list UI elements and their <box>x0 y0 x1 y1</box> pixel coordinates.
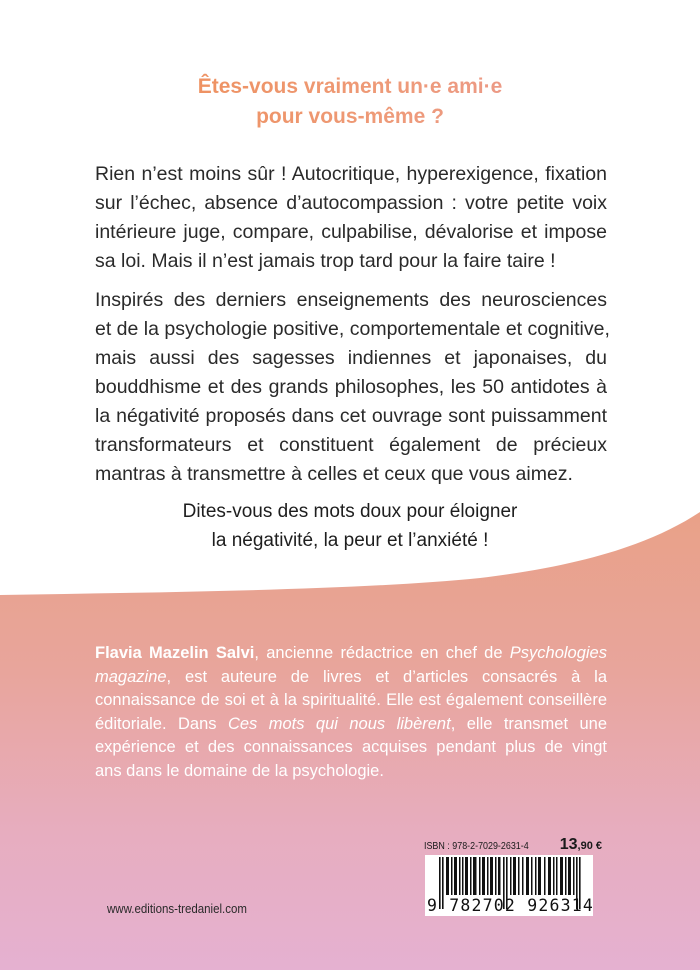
bio-line <box>95 666 607 690</box>
isbn-label: ISBN : 978-2-7029-2631-4 <box>424 840 529 852</box>
author-name: Flavia Mazelin Salvi <box>95 644 255 662</box>
magazine-title-cont: magazine <box>95 667 167 686</box>
website-link[interactable]: www.editions-tredaniel.com <box>107 902 247 916</box>
book-title: Ces mots qui nous libèrent <box>227 714 451 733</box>
intro-line: sa loi. Mais il n’est jamais trop tard pour la faire taire ! <box>95 250 556 272</box>
bio-text: , elle transmet une <box>450 714 607 733</box>
bio-line <box>95 713 607 737</box>
tagline-line-1: Dites-vous des mots doux pour éloigner <box>182 501 518 522</box>
barcode <box>425 855 593 916</box>
bio-line: ans dans le domaine de la psychologie. <box>95 761 384 780</box>
intro-line: Rien n’est moins sûr ! Autocritique, hyperexigence, fixation <box>95 163 607 185</box>
description-line: mais aussi des sagesses indiennes et japonaises, du <box>95 347 607 369</box>
headline <box>0 72 700 132</box>
isbn-price-row <box>424 836 614 854</box>
bio-text: éditoriale. Dans <box>95 714 228 733</box>
description-paragraph <box>95 286 610 489</box>
description-line: bouddhisme et des grands philosophes, les 50 antidotes à <box>95 376 607 398</box>
description-line: et de la psychologie positive, comportementale et cognitive, <box>95 318 610 340</box>
intro-line: intérieure juge, compare, culpabilise, dévalorise et impose <box>95 221 607 243</box>
tagline <box>0 497 700 555</box>
bio-line: connaissance de soi et à la spiritualité. Elle est également conseillère <box>95 691 607 709</box>
bio-text: , ancienne rédactrice en chef de <box>254 644 510 662</box>
headline-line-1: Êtes-vous vraiment un·e ami·e <box>197 75 503 98</box>
magazine-title: Psychologies <box>509 644 607 662</box>
barcode-digits: 9 782702 926314 <box>427 896 595 915</box>
price-cents: ,90 € <box>577 840 602 852</box>
description-line: la négativité proposés dans cet ouvrage sont puissamment <box>95 405 607 427</box>
intro-paragraph <box>95 160 607 276</box>
price <box>560 836 602 854</box>
headline-line-2: pour vous-même ? <box>256 105 444 128</box>
bio-text: , est auteure de livres et d’articles consacrés à la <box>166 667 607 686</box>
description-line: transformateurs et constituent également de précieux <box>95 434 607 456</box>
author-bio <box>95 642 607 783</box>
tagline-line-2: la négativité, la peur et l’anxiété ! <box>211 530 489 551</box>
bio-line <box>95 642 607 666</box>
intro-line: sur l’échec, absence d’autocompassion : votre petite voix <box>95 192 607 214</box>
description-line: mantras à transmettre à celles et ceux que vous aimez. <box>95 463 573 485</box>
price-main: 13 <box>559 836 578 853</box>
description-line: Inspirés des derniers enseignements des neurosciences <box>95 289 607 311</box>
bio-line: expérience et des connaissances acquises pendant plus de vingt <box>95 738 607 756</box>
